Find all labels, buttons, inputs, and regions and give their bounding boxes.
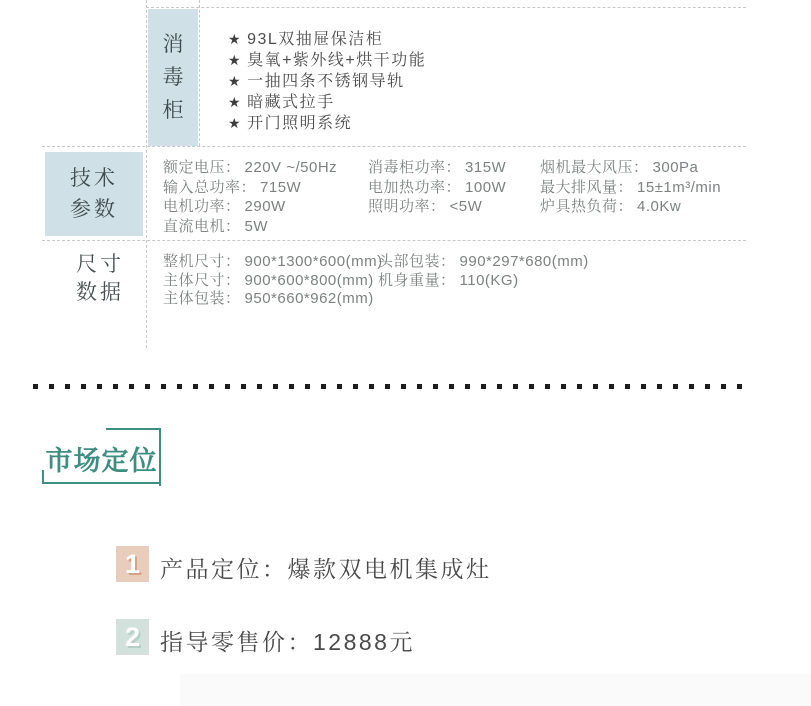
spec-row [163,178,337,198]
spec-key: 消毒柜功率： [368,159,462,176]
spec-value: 220V ~/50Hz [244,159,338,176]
feature-text: 93L双抽屉保洁柜 [247,31,384,48]
spec-row [163,158,337,178]
spec-row [163,272,383,291]
table-row-divider-2 [42,240,746,241]
spec-value: 300Pa [652,159,699,176]
spec-value: 4.0Kw [637,198,682,215]
spec-row [163,197,337,217]
spec-key: 输入总功率： [163,178,257,196]
feature-text: 开门照明系统 [247,115,353,132]
spec-key: 额定电压： [163,159,241,176]
disinfection-cabinet-label-text: 消毒柜 [162,33,184,122]
spec-row [368,178,506,198]
spec-value: 5W [244,217,269,235]
spec-value: 315W [465,159,507,176]
tech-params-label-line2: 参数 [70,198,118,221]
table-top-border [146,7,746,8]
size-data-label-line2: 数据 [76,281,124,304]
spec-row [163,290,383,309]
table-row-divider-1 [42,146,746,147]
spec-row [163,217,337,237]
feature-item [228,29,426,50]
star-icon: ★ [228,73,243,89]
spec-value: 290W [244,198,286,215]
table-vertical-divider [146,0,147,348]
spec-key: 主体尺寸： [163,271,241,289]
tech-params-column-2 [368,158,506,217]
spec-row [540,158,721,178]
spec-key: 头部包装： [378,253,456,270]
spec-value: <5W [449,198,483,215]
product-positioning-text: 产品定位：爆款双电机集成灶 [160,556,492,582]
spec-row [163,253,383,272]
size-data-label-line1: 尺寸 [76,253,124,276]
item-number-badge-1: 1 [116,546,149,582]
spec-value: 900*600*800(mm) [244,271,374,289]
spec-key: 机身重量： [378,271,456,289]
spec-row [368,197,506,217]
spec-key: 炉具热负荷： [540,198,634,215]
feature-item [228,50,426,71]
tech-params-column-3 [540,158,721,217]
star-icon: ★ [228,94,243,110]
spec-value: 110(KG) [459,271,519,289]
spec-value: 715W [260,178,302,196]
tech-params-label-line1: 技术 [70,167,118,190]
size-data-column-1 [163,253,383,309]
feature-text: 一抽四条不锈钢导轨 [247,73,405,90]
tech-params-column-1 [163,158,337,236]
spec-value: 900*1300*600(mm) [244,253,383,270]
spec-key: 整机尺寸： [163,253,241,270]
spec-value: 100W [465,178,507,196]
spec-key: 电加热功率： [368,178,462,196]
spec-value: 950*660*962(mm) [244,290,374,307]
disinfection-cabinet-label [148,9,198,146]
spec-key: 电机功率： [163,198,241,215]
bottom-strip [180,674,811,706]
spec-key: 直流电机： [163,217,241,235]
spec-row [540,178,721,198]
feature-item [228,71,426,92]
spec-key: 主体包装： [163,290,241,307]
spec-row [378,272,589,291]
market-positioning-header [42,428,161,484]
disinfection-feature-list [228,29,426,134]
feature-item [228,92,426,113]
star-icon: ★ [228,52,243,68]
feature-item [228,113,426,134]
size-data-label [68,251,132,307]
star-icon: ★ [228,115,243,131]
item-number-badge-2: 2 [116,619,149,655]
spec-key: 照明功率： [368,198,446,215]
spec-value: 15±1m³/min [637,178,722,196]
feature-text: 臭氧+紫外线+烘干功能 [247,52,427,69]
spec-key: 最大排风量： [540,178,634,196]
disinfection-label-right-divider [199,0,200,146]
feature-text: 暗藏式拉手 [247,94,335,111]
market-positioning-title: 市场定位 [45,446,158,476]
spec-key: 烟机最大风压： [540,159,649,176]
spec-row [378,253,589,272]
tech-params-label [45,152,143,236]
star-icon: ★ [228,31,243,47]
size-data-column-2 [378,253,589,290]
dotted-divider [33,384,750,389]
spec-row [368,158,506,178]
spec-value: 990*297*680(mm) [459,253,589,270]
retail-price-text: 指导零售价：12888元 [160,629,415,655]
spec-row [540,197,721,217]
